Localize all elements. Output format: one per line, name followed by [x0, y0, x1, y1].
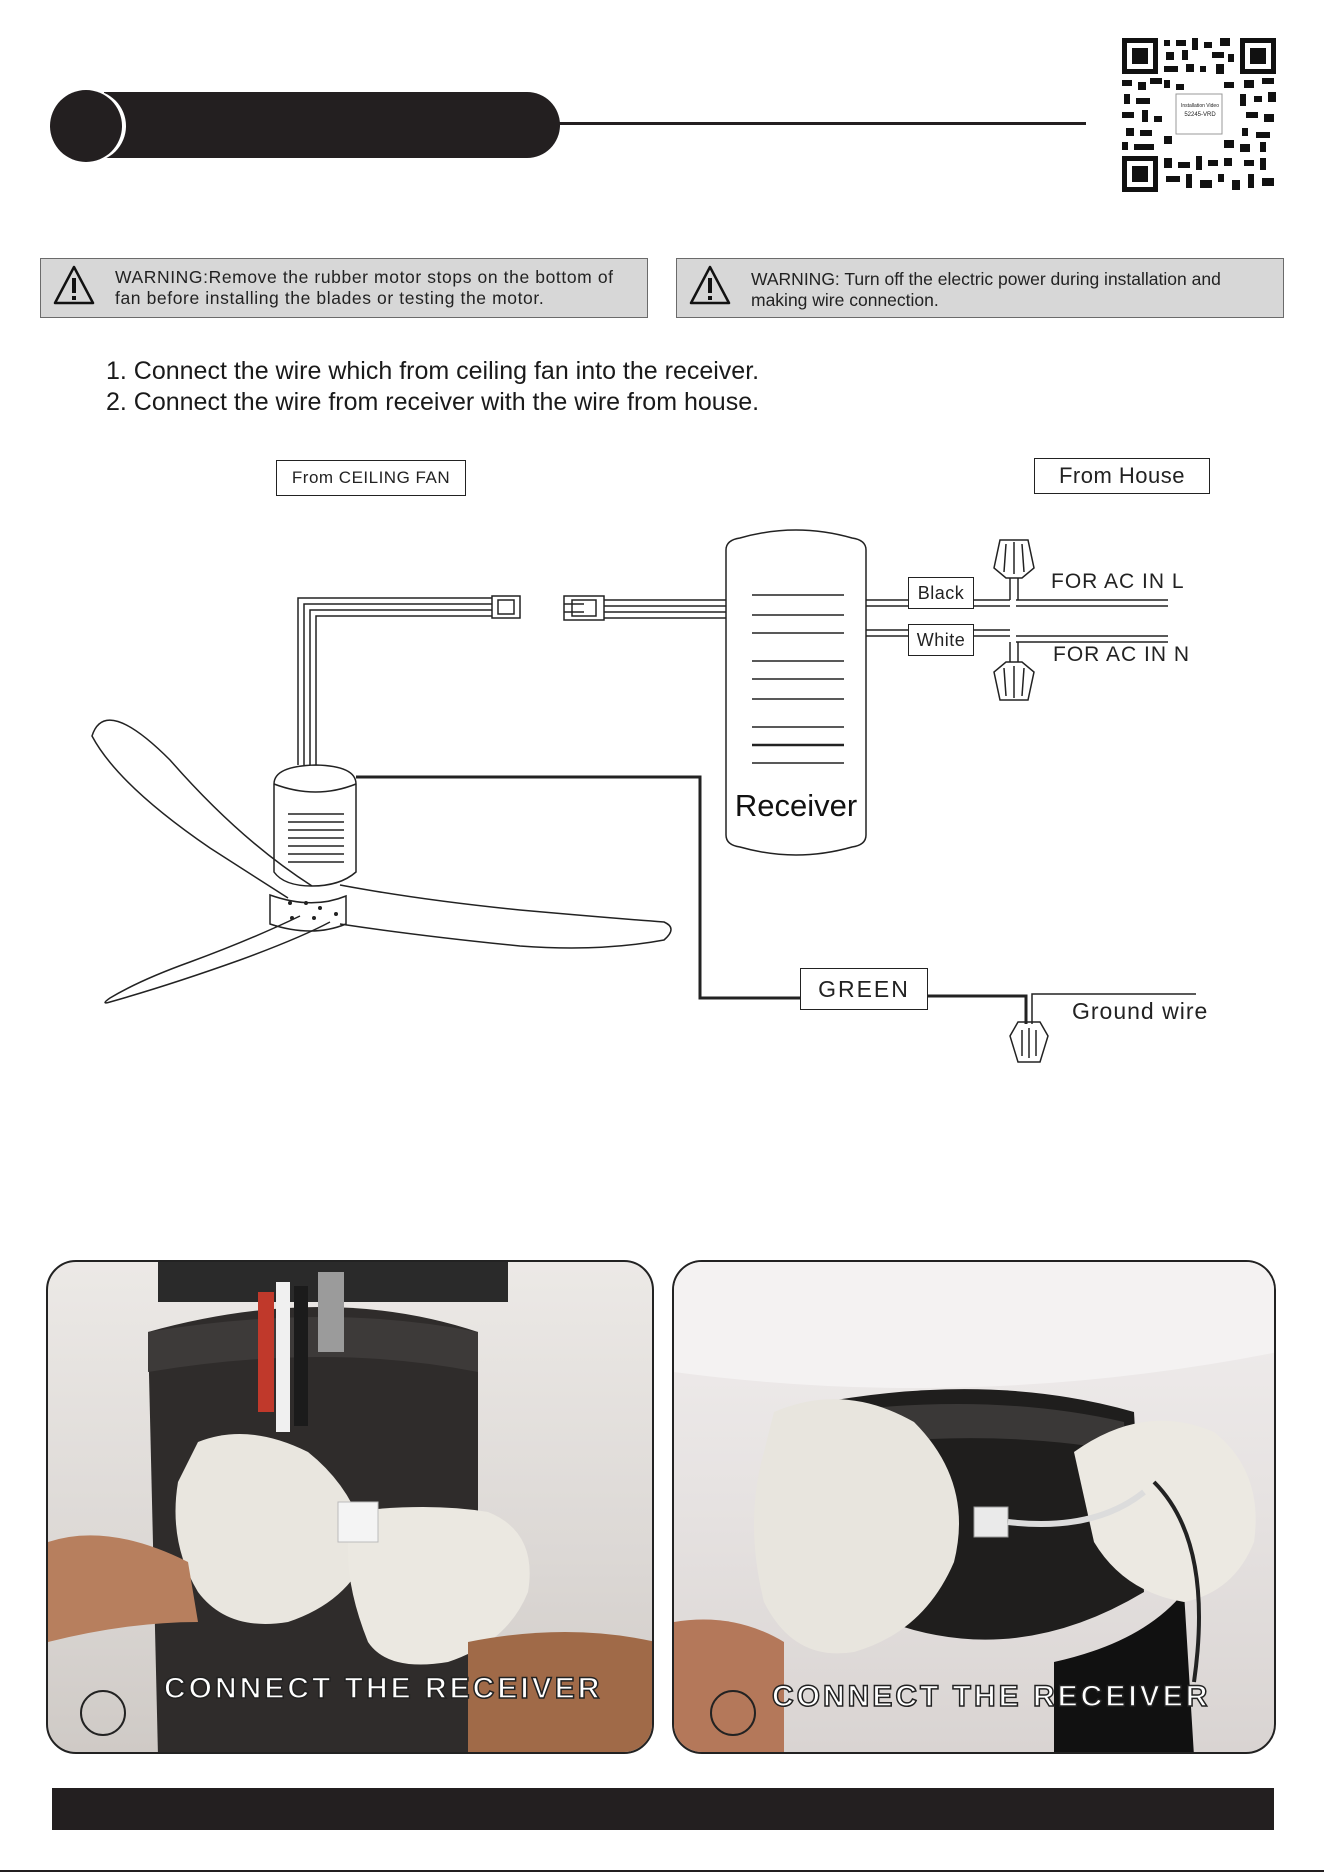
instruction-step-1: 1. Connect the wire which from ceiling fan into the receiver. [106, 357, 760, 385]
fan-blade [92, 720, 312, 898]
fan-blade [340, 885, 671, 948]
photo-panel-1 [46, 1260, 654, 1754]
warning-box-left [40, 258, 648, 318]
white-wire-label: White [908, 624, 974, 656]
from-house-label: From House [1034, 458, 1210, 494]
instruction-step-2: 2. Connect the wire from receiver with the wire from house. [106, 388, 760, 416]
warning-text-left: WARNING:Remove the rubber motor stops on the bottom of fan before installing the blades or testing the motor. [115, 267, 614, 308]
fan-blade [105, 916, 330, 1003]
warning-triangle-icon [53, 264, 95, 306]
ground-wire-label: Ground wire [1072, 998, 1209, 1024]
ac-in-l-label: FOR AC IN L [1051, 570, 1185, 593]
step-number-circle [710, 1690, 756, 1736]
section-title-bar [104, 92, 560, 158]
qr-label-line2: 52245-VRD [1184, 112, 1216, 118]
qr-label [1178, 102, 1222, 120]
instruction-list [106, 356, 759, 418]
warning-triangle-icon [689, 264, 731, 306]
qr-label-line1: Installation Video [1181, 103, 1219, 109]
photo-panel-2 [672, 1260, 1276, 1754]
step-number-circle [80, 1690, 126, 1736]
warning-box-right [676, 258, 1284, 318]
footer-bar [52, 1788, 1274, 1830]
from-ceiling-fan-label: From CEILING FAN [276, 460, 466, 496]
green-wire-label: GREEN [800, 968, 928, 1010]
wiring-diagram [0, 440, 1324, 1080]
photo-caption-2: CONNECT THE RECEIVER [772, 1680, 1211, 1713]
warning-text-right: WARNING: Turn off the electric power during installation and making wire connection. [751, 269, 1221, 310]
ac-in-n-label: FOR AC IN N [1053, 643, 1191, 666]
photo-caption-1: CONNECT THE RECEIVER [164, 1672, 603, 1705]
black-wire-label: Black [908, 577, 974, 609]
section-number-badge [50, 90, 122, 162]
receiver-label: Receiver [734, 788, 858, 823]
header-rule [556, 122, 1086, 125]
